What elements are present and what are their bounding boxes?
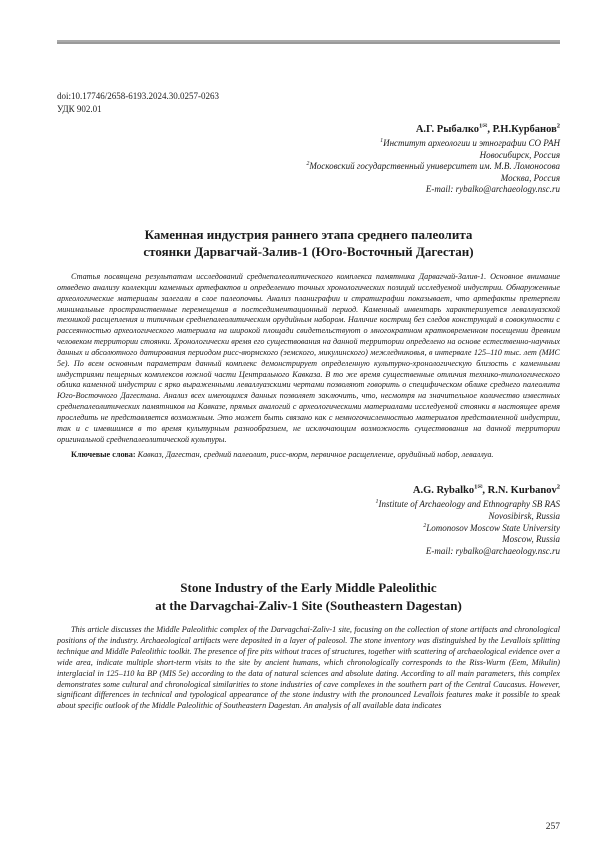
affiliations-ru bbox=[57, 138, 560, 196]
affiliation-ru-city-1 bbox=[57, 150, 560, 162]
abstract-en: This article discusses the Middle Paleolithic complex of the Darvagchai-Zaliv-1 site, focusing on the collection of stone artifacts and chronological positions of the industry. Archaeological artifacts were deposited in a layer of paleosol. The stone inventory was distinguished by the Levallois splitting technique and Middle Paleolithic toolkit. The presence of fire pits without traces of structures, together with scattering of archaeological evidence over a wide area, indicate multiple short-term visits to the site by ancient humans, which chronologically corresponds to the Riss-Wurm (Eem, Mikulin) interglacial in 125–110 ka BP (MIS 5e) according to the data of natural sciences and absolute dating. According to all main parameters, this complex demonstrates some cultural and chronological similarities to stone industries of cave complexes in the southern part of the Central Caucasus. However, significant differences in technical and typological appearance of the stone industry with the pronounced Levallois features make it possible to speak about specific outlook of the Middle Paleolithic of Southeastern Dagestan. An analysis of all available data indicates bbox=[57, 625, 560, 711]
article-meta bbox=[57, 90, 560, 116]
email-text: E-mail: rybalko@archaeology.nsc.ru bbox=[425, 545, 560, 556]
author-name-ru-2: Р.Н.Курбанов bbox=[492, 124, 557, 135]
keywords-text: Кавказ, Дагестан, средний палеолит, рисс-вюрм, первичное расщепление, орудийный набор, леваллуа. bbox=[137, 450, 494, 460]
author-affil-number: 2 bbox=[556, 483, 560, 491]
affil-number: 2 bbox=[306, 161, 310, 168]
author-affil-number: 1 bbox=[474, 483, 478, 491]
affiliation-text: Институт археологии и этнографии СО РАН bbox=[383, 138, 560, 148]
affiliation-text: Moscow, Russia bbox=[502, 534, 560, 545]
article-page bbox=[0, 40, 611, 860]
udc-text: УДК 902.01 bbox=[57, 104, 102, 114]
keywords-label: Ключевые слова: bbox=[71, 450, 138, 460]
title-ru-line-1: Каменная индустрия раннего этапа среднего палеолита bbox=[144, 226, 473, 242]
article-title-ru bbox=[57, 226, 560, 261]
author-affil-number: 2 bbox=[556, 122, 560, 130]
doi-text: doi:10.17746/2658-6193.2024.30.0257-0263 bbox=[57, 91, 219, 101]
author-name-en-2: R.N. Kurbanov bbox=[487, 485, 557, 497]
envelope-icon: ✉ bbox=[477, 483, 483, 491]
affil-number: 1 bbox=[375, 499, 379, 506]
author-superscript-en-2 bbox=[557, 484, 560, 491]
affiliation-ru-university bbox=[57, 161, 560, 173]
affiliation-en-institute bbox=[57, 499, 560, 511]
email-line-ru bbox=[57, 184, 560, 196]
affiliation-text: Новосибирск, Россия bbox=[479, 149, 560, 160]
affil-number: 2 bbox=[423, 522, 427, 529]
article-title-en bbox=[57, 579, 560, 614]
affiliation-text: Московский государственный университет им. М.В. Ломоносова bbox=[309, 161, 560, 172]
envelope-icon: ✉ bbox=[482, 122, 488, 130]
keywords-ru bbox=[57, 450, 560, 461]
title-ru-line-2: стоянки Дарвагчай-Залив-1 (Юго-Восточный Дагестан) bbox=[143, 244, 474, 260]
author-name-ru-1: А.Г. Рыбалко bbox=[415, 124, 480, 135]
author-name-en-1: A.G. Rybalko bbox=[412, 485, 475, 497]
affiliations-en bbox=[57, 499, 560, 557]
affiliation-text: Lomonosov Moscow State University bbox=[426, 522, 560, 533]
affiliation-ru-institute bbox=[57, 138, 560, 150]
affil-number: 1 bbox=[380, 138, 384, 144]
abstract-ru: Статья посвящена результатам исследований среднепалеолитического комплекса памятника Дарвагчай-Залив-1. Основное внимание отведено анализу коллекции каменных артефактов и определению точных хронологических позиций исследуемой индустрии. Обнаруженные археологические материалы залегали в слое палеопочвы. Анализ планиграфии и стратиграфии показывает, что артефакты претерпели минимальные пространственные перемещения в постседиментационный период. Каменный инвентарь характеризуется леваллуазской техникой расщепления и типичным среднепалеолитическим орудийным набором. Наличие кострищ без следов конструкций в совокупности с рассеянностью археологического материала на широкой площади свидетельствуют о многократном кратковременном посещении древним человеком территории стоянки. Хронологически время его существования на данной территории определено на основе естественно-научных данных и абсолютного датирования периодом рисс-вюрмского (эемского, микулинского) межледниковья, в интервале 125–110 тыс. лет (МИС 5е). По всем основным параметрам данный комплекс демонстрирует определенную культурно-хронологическую близость с каменными индустриями пещерных комплексов южной части Центрального Кавказа. В то же время существенные отличия технико-типологического облика каменной индустрии с ярко выраженными леваллуазскими чертами позволяют говорить о специфическом облике среднего палеолита Юго-Восточного Дагестана. Анализ всех имеющихся данных позволяет заключить, что, несмотря на значительное количество известных среднепалеолитических памятников на Кавказе, прямых аналогий с археологическими материалами исследуемой стоянки в настоящее время проследить не представляется возможным. Это может быть связано как с немногочисленностью материалов представленной индустрии, так и с имевшимся в то время культурным разнообразием, не исключающим возможность существования на данной территории оригинальной среднепалеолитической культуры. bbox=[57, 271, 560, 444]
title-en-line-2: at the Darvagchai-Zaliv-1 Site (Southeastern Dagestan) bbox=[155, 597, 462, 613]
email-text: E-mail: rybalko@archaeology.nsc.ru bbox=[425, 184, 560, 195]
page-number: 257 bbox=[545, 822, 560, 832]
author-affil-number: 1 bbox=[479, 122, 483, 130]
author-superscript-ru-2 bbox=[557, 123, 560, 130]
authors-separator: , bbox=[482, 485, 488, 497]
title-en-line-1: Stone Industry of the Early Middle Paleolithic bbox=[180, 580, 437, 596]
authors-separator: , bbox=[487, 124, 493, 135]
authors-block-ru bbox=[57, 123, 560, 196]
affiliation-en-city-1 bbox=[57, 511, 560, 523]
affiliation-text: Novosibirsk, Russia bbox=[488, 510, 560, 521]
authors-line-en bbox=[57, 484, 560, 497]
email-line-en bbox=[57, 546, 560, 558]
affiliation-text: Institute of Archaeology and Ethnography SB RAS bbox=[378, 499, 560, 510]
affiliation-ru-city-2 bbox=[57, 173, 560, 185]
affiliation-en-university bbox=[57, 523, 560, 535]
header-double-rule bbox=[57, 40, 560, 44]
affiliation-en-city-2 bbox=[57, 534, 560, 546]
authors-line-ru bbox=[57, 123, 560, 136]
affiliation-text: Москва, Россия bbox=[500, 172, 560, 183]
authors-block-en bbox=[57, 484, 560, 557]
